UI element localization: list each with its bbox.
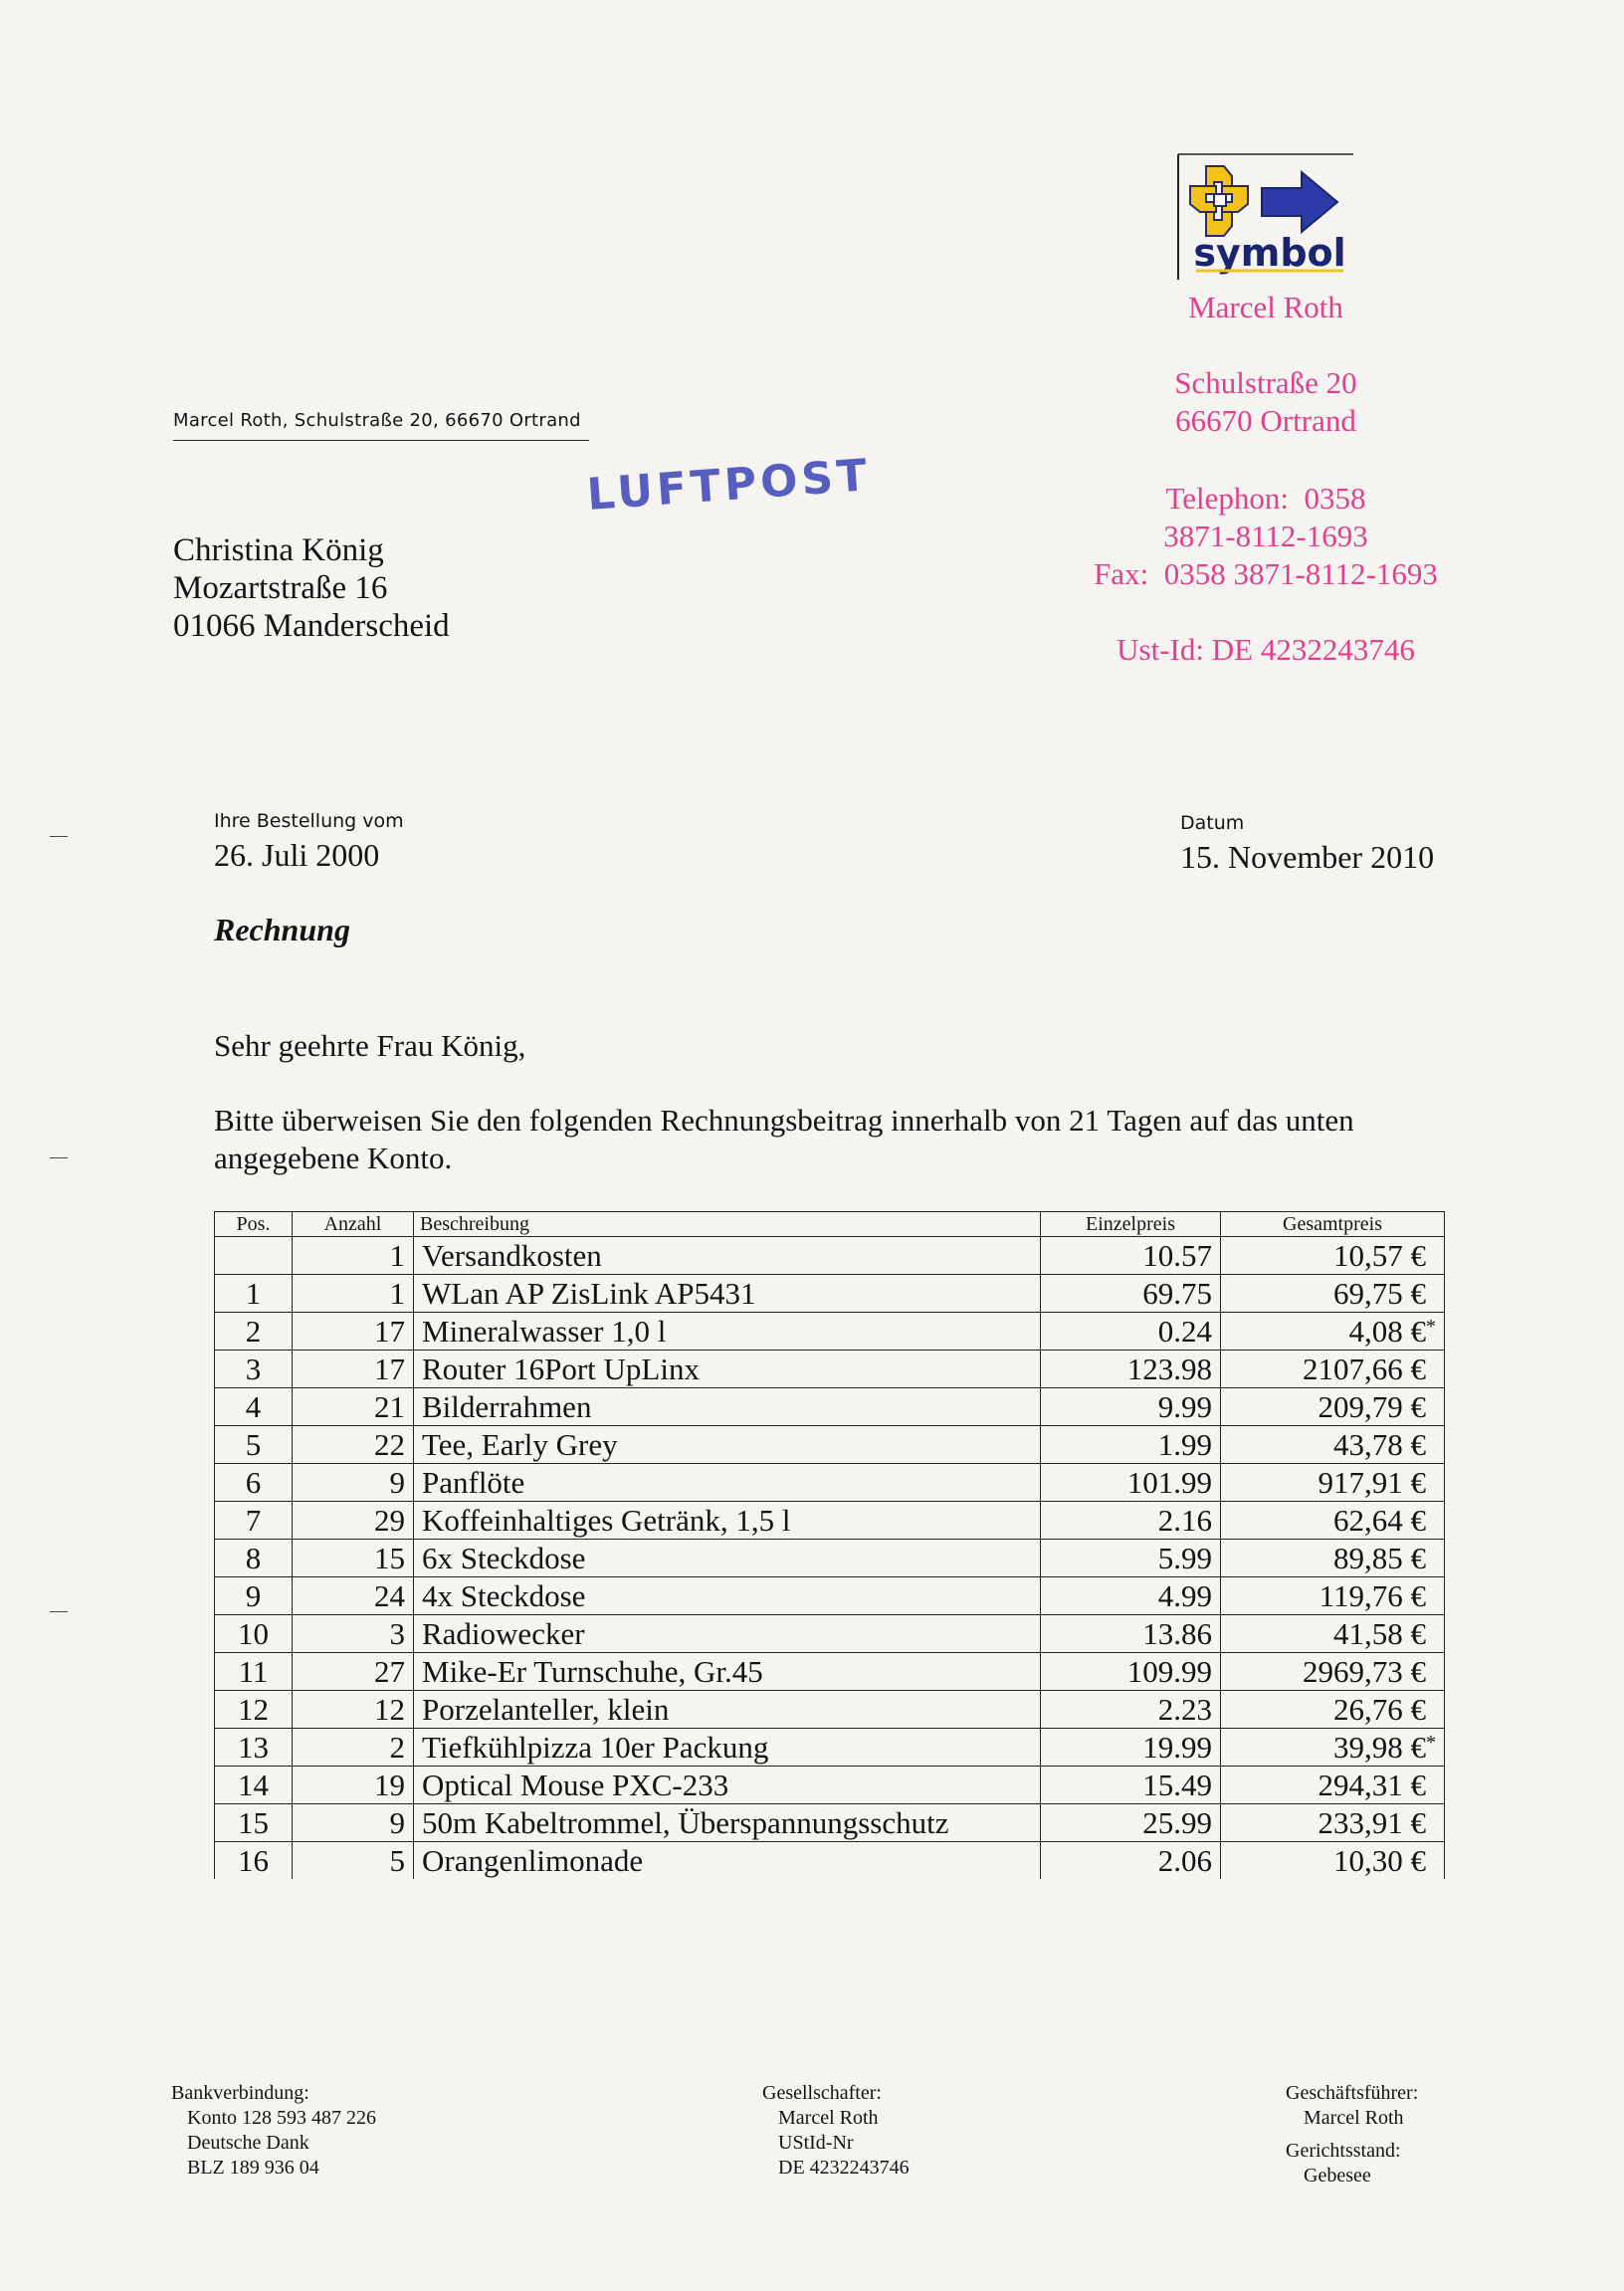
row-unit-price: 1.99 xyxy=(1041,1426,1221,1464)
bank-account: Konto 128 593 487 226 xyxy=(187,2107,376,2129)
table-row xyxy=(215,1313,1445,1351)
row-position: 7 xyxy=(215,1502,293,1540)
row-position: 12 xyxy=(215,1691,293,1729)
phone-label: Telephon: xyxy=(1165,481,1289,516)
row-position xyxy=(215,1237,293,1275)
row-unit-price: 123.98 xyxy=(1041,1351,1221,1388)
row-position: 14 xyxy=(215,1767,293,1804)
invoice-date-label: Datum xyxy=(1180,812,1245,834)
fax-number: 0358 3871-8112-1693 xyxy=(1163,556,1438,591)
row-position: 3 xyxy=(215,1351,293,1388)
recipient-city: 01066 Manderscheid xyxy=(173,608,450,644)
row-unit-price: 69.75 xyxy=(1041,1275,1221,1313)
row-total-price xyxy=(1221,1351,1445,1388)
table-row xyxy=(215,1502,1445,1540)
sender-phone xyxy=(1057,480,1475,518)
row-description: Mineralwasser 1,0 l xyxy=(414,1313,1041,1351)
footer-partner xyxy=(762,2081,910,2181)
sender-city: 66670 Ortrand xyxy=(1175,403,1356,438)
row-total-price xyxy=(1221,1729,1445,1767)
row-quantity: 17 xyxy=(293,1313,414,1351)
row-unit-price: 9.99 xyxy=(1041,1388,1221,1426)
table-row xyxy=(215,1842,1445,1880)
manager-name: Marcel Roth xyxy=(1304,2107,1404,2129)
recipient-name: Christina König xyxy=(173,532,384,568)
row-description: 50m Kabeltrommel, Überspannungsschutz xyxy=(414,1804,1041,1842)
logo-wordmark: symbol xyxy=(1193,231,1346,275)
sender-name: Marcel Roth xyxy=(1188,290,1343,324)
row-unit-price: 4.99 xyxy=(1041,1577,1221,1615)
row-position: 16 xyxy=(215,1842,293,1880)
row-unit-price: 15.49 xyxy=(1041,1767,1221,1804)
invoice-date: 15. November 2010 xyxy=(1180,839,1435,875)
row-total-price xyxy=(1221,1388,1445,1426)
document-title: Rechnung xyxy=(214,912,350,947)
court-label: Gerichtsstand: xyxy=(1286,2140,1401,2162)
row-description: Tiefkühlpizza 10er Packung xyxy=(414,1729,1041,1767)
bank-label: Bankverbindung: xyxy=(171,2082,309,2104)
invoice-table xyxy=(214,1211,1445,1879)
sender-vat-id: Ust-Id: DE 4232243746 xyxy=(1116,632,1415,667)
total-value: 917,91 € xyxy=(1318,1465,1426,1500)
row-unit-price: 13.86 xyxy=(1041,1615,1221,1653)
row-quantity: 15 xyxy=(293,1540,414,1577)
total-value: 2969,73 € xyxy=(1303,1654,1426,1689)
row-quantity: 5 xyxy=(293,1842,414,1880)
recipient-street: Mozartstraße 16 xyxy=(173,570,388,606)
partner-name: Marcel Roth xyxy=(778,2107,879,2129)
row-quantity: 19 xyxy=(293,1767,414,1804)
total-value: 4,08 € xyxy=(1348,1314,1426,1349)
row-description: Mike-Er Turnschuhe, Gr.45 xyxy=(414,1653,1041,1691)
table-row xyxy=(215,1767,1445,1804)
manager-label: Geschäftsführer: xyxy=(1286,2082,1419,2104)
row-description: Radiowecker xyxy=(414,1615,1041,1653)
row-quantity: 9 xyxy=(293,1464,414,1502)
row-description: WLan AP ZisLink AP5431 xyxy=(414,1275,1041,1313)
table-row xyxy=(215,1351,1445,1388)
row-position: 10 xyxy=(215,1615,293,1653)
row-position: 9 xyxy=(215,1577,293,1615)
row-quantity: 1 xyxy=(293,1237,414,1275)
row-position: 13 xyxy=(215,1729,293,1767)
table-row xyxy=(215,1691,1445,1729)
company-logo xyxy=(1176,152,1353,280)
row-total-price xyxy=(1221,1615,1445,1653)
total-value: 2107,66 € xyxy=(1303,1352,1426,1386)
row-unit-price: 2.16 xyxy=(1041,1502,1221,1540)
row-position: 5 xyxy=(215,1426,293,1464)
row-quantity: 29 xyxy=(293,1502,414,1540)
row-total-price xyxy=(1221,1804,1445,1842)
total-value: 294,31 € xyxy=(1318,1768,1426,1802)
bank-blz: BLZ 189 936 04 xyxy=(187,2157,319,2179)
row-total-price xyxy=(1221,1540,1445,1577)
total-value: 209,79 € xyxy=(1318,1389,1426,1424)
table-row xyxy=(215,1426,1445,1464)
order-date-label: Ihre Bestellung vom xyxy=(214,810,404,832)
order-date: 26. Juli 2000 xyxy=(214,837,380,873)
total-value: 89,85 € xyxy=(1333,1541,1426,1575)
partner-vat: DE 4232243746 xyxy=(778,2157,910,2179)
table-row xyxy=(215,1540,1445,1577)
total-value: 10,30 € xyxy=(1333,1843,1426,1878)
row-unit-price: 101.99 xyxy=(1041,1464,1221,1502)
footnote-marker: * xyxy=(1426,1732,1436,1754)
row-position: 1 xyxy=(215,1275,293,1313)
fold-mark xyxy=(50,1611,68,1612)
table-row xyxy=(215,1275,1445,1313)
row-position: 6 xyxy=(215,1464,293,1502)
row-description: Porzelanteller, klein xyxy=(414,1691,1041,1729)
row-quantity: 27 xyxy=(293,1653,414,1691)
sender-street: Schulstraße 20 xyxy=(1174,365,1357,400)
total-value: 119,76 € xyxy=(1319,1578,1426,1613)
row-quantity: 17 xyxy=(293,1351,414,1388)
row-unit-price: 5.99 xyxy=(1041,1540,1221,1577)
row-description: 6x Steckdose xyxy=(414,1540,1041,1577)
row-total-price xyxy=(1221,1767,1445,1804)
row-position: 8 xyxy=(215,1540,293,1577)
total-value: 62,64 € xyxy=(1333,1503,1426,1538)
row-position: 4 xyxy=(215,1388,293,1426)
row-description: Router 16Port UpLinx xyxy=(414,1351,1041,1388)
table-row xyxy=(215,1729,1445,1767)
return-address: Marcel Roth, Schulstraße 20, 66670 Ortrand xyxy=(173,410,581,431)
row-description: Versandkosten xyxy=(414,1237,1041,1275)
row-description: Tee, Early Grey xyxy=(414,1426,1041,1464)
row-description: Orangenlimonade xyxy=(414,1842,1041,1880)
row-description: 4x Steckdose xyxy=(414,1577,1041,1615)
row-unit-price: 0.24 xyxy=(1041,1313,1221,1351)
total-value: 69,75 € xyxy=(1333,1276,1426,1311)
row-quantity: 1 xyxy=(293,1275,414,1313)
row-total-price xyxy=(1221,1691,1445,1729)
total-value: 26,76 € xyxy=(1333,1692,1426,1727)
row-quantity: 24 xyxy=(293,1577,414,1615)
row-quantity: 22 xyxy=(293,1426,414,1464)
row-description: Bilderrahmen xyxy=(414,1388,1041,1426)
footer-bank xyxy=(171,2081,376,2181)
row-quantity: 9 xyxy=(293,1804,414,1842)
table-row xyxy=(215,1804,1445,1842)
row-total-price xyxy=(1221,1426,1445,1464)
partner-vat-label: UStId-Nr xyxy=(778,2132,854,2154)
table-row xyxy=(215,1577,1445,1615)
row-total-price xyxy=(1221,1653,1445,1691)
table-row xyxy=(215,1653,1445,1691)
row-quantity: 12 xyxy=(293,1691,414,1729)
header-description: Beschreibung xyxy=(414,1212,1041,1237)
row-position: 2 xyxy=(215,1313,293,1351)
bank-name: Deutsche Dank xyxy=(187,2132,309,2154)
row-total-price xyxy=(1221,1464,1445,1502)
fold-mark xyxy=(50,836,68,837)
row-position: 11 xyxy=(215,1653,293,1691)
total-value: 233,91 € xyxy=(1318,1805,1426,1840)
total-value: 41,58 € xyxy=(1333,1616,1426,1651)
punch-mark xyxy=(50,1157,68,1158)
return-address-underline xyxy=(173,440,589,441)
row-unit-price: 10.57 xyxy=(1041,1237,1221,1275)
row-description: Panflöte xyxy=(414,1464,1041,1502)
row-total-price xyxy=(1221,1237,1445,1275)
salutation: Sehr geehrte Frau König, xyxy=(214,1028,526,1063)
airmail-stamp: LUFTPOST xyxy=(585,450,873,521)
row-description: Optical Mouse PXC-233 xyxy=(414,1767,1041,1804)
table-header-row xyxy=(215,1212,1445,1237)
row-position: 15 xyxy=(215,1804,293,1842)
header-pos: Pos. xyxy=(215,1212,293,1237)
table-row xyxy=(215,1464,1445,1502)
header-total-price: Gesamtpreis xyxy=(1221,1212,1445,1237)
phone-prefix: 0358 xyxy=(1304,481,1366,516)
row-description: Koffeinhaltiges Getränk, 1,5 l xyxy=(414,1502,1041,1540)
row-quantity: 3 xyxy=(293,1615,414,1653)
header-qty: Anzahl xyxy=(293,1212,414,1237)
sender-fax xyxy=(1057,555,1475,593)
total-value: 10,57 € xyxy=(1333,1238,1426,1273)
fax-label: Fax: xyxy=(1094,556,1149,591)
partner-label: Gesellschafter: xyxy=(762,2082,882,2104)
row-total-price xyxy=(1221,1313,1445,1351)
footnote-marker: * xyxy=(1426,1316,1436,1338)
row-unit-price: 19.99 xyxy=(1041,1729,1221,1767)
row-quantity: 21 xyxy=(293,1388,414,1426)
court-name: Gebesee xyxy=(1304,2165,1371,2187)
row-unit-price: 25.99 xyxy=(1041,1804,1221,1842)
row-total-price xyxy=(1221,1275,1445,1313)
table-row xyxy=(215,1237,1445,1275)
row-quantity: 2 xyxy=(293,1729,414,1767)
sender-phone-number: 3871-8112-1693 xyxy=(1163,519,1368,553)
footer-manager xyxy=(1286,2081,1418,2188)
row-total-price xyxy=(1221,1502,1445,1540)
row-unit-price: 2.23 xyxy=(1041,1691,1221,1729)
body-text: Bitte überweisen Sie den folgenden Rechnungsbeitrag innerhalb von 21 Tagen auf das unten angegebene Konto. xyxy=(214,1103,1354,1175)
table-row xyxy=(215,1388,1445,1426)
total-value: 43,78 € xyxy=(1333,1427,1426,1462)
row-unit-price: 2.06 xyxy=(1041,1842,1221,1880)
row-total-price xyxy=(1221,1577,1445,1615)
total-value: 39,98 € xyxy=(1333,1730,1426,1765)
row-total-price xyxy=(1221,1842,1445,1880)
row-unit-price: 109.99 xyxy=(1041,1653,1221,1691)
header-unit-price: Einzelpreis xyxy=(1041,1212,1221,1237)
table-row xyxy=(215,1615,1445,1653)
